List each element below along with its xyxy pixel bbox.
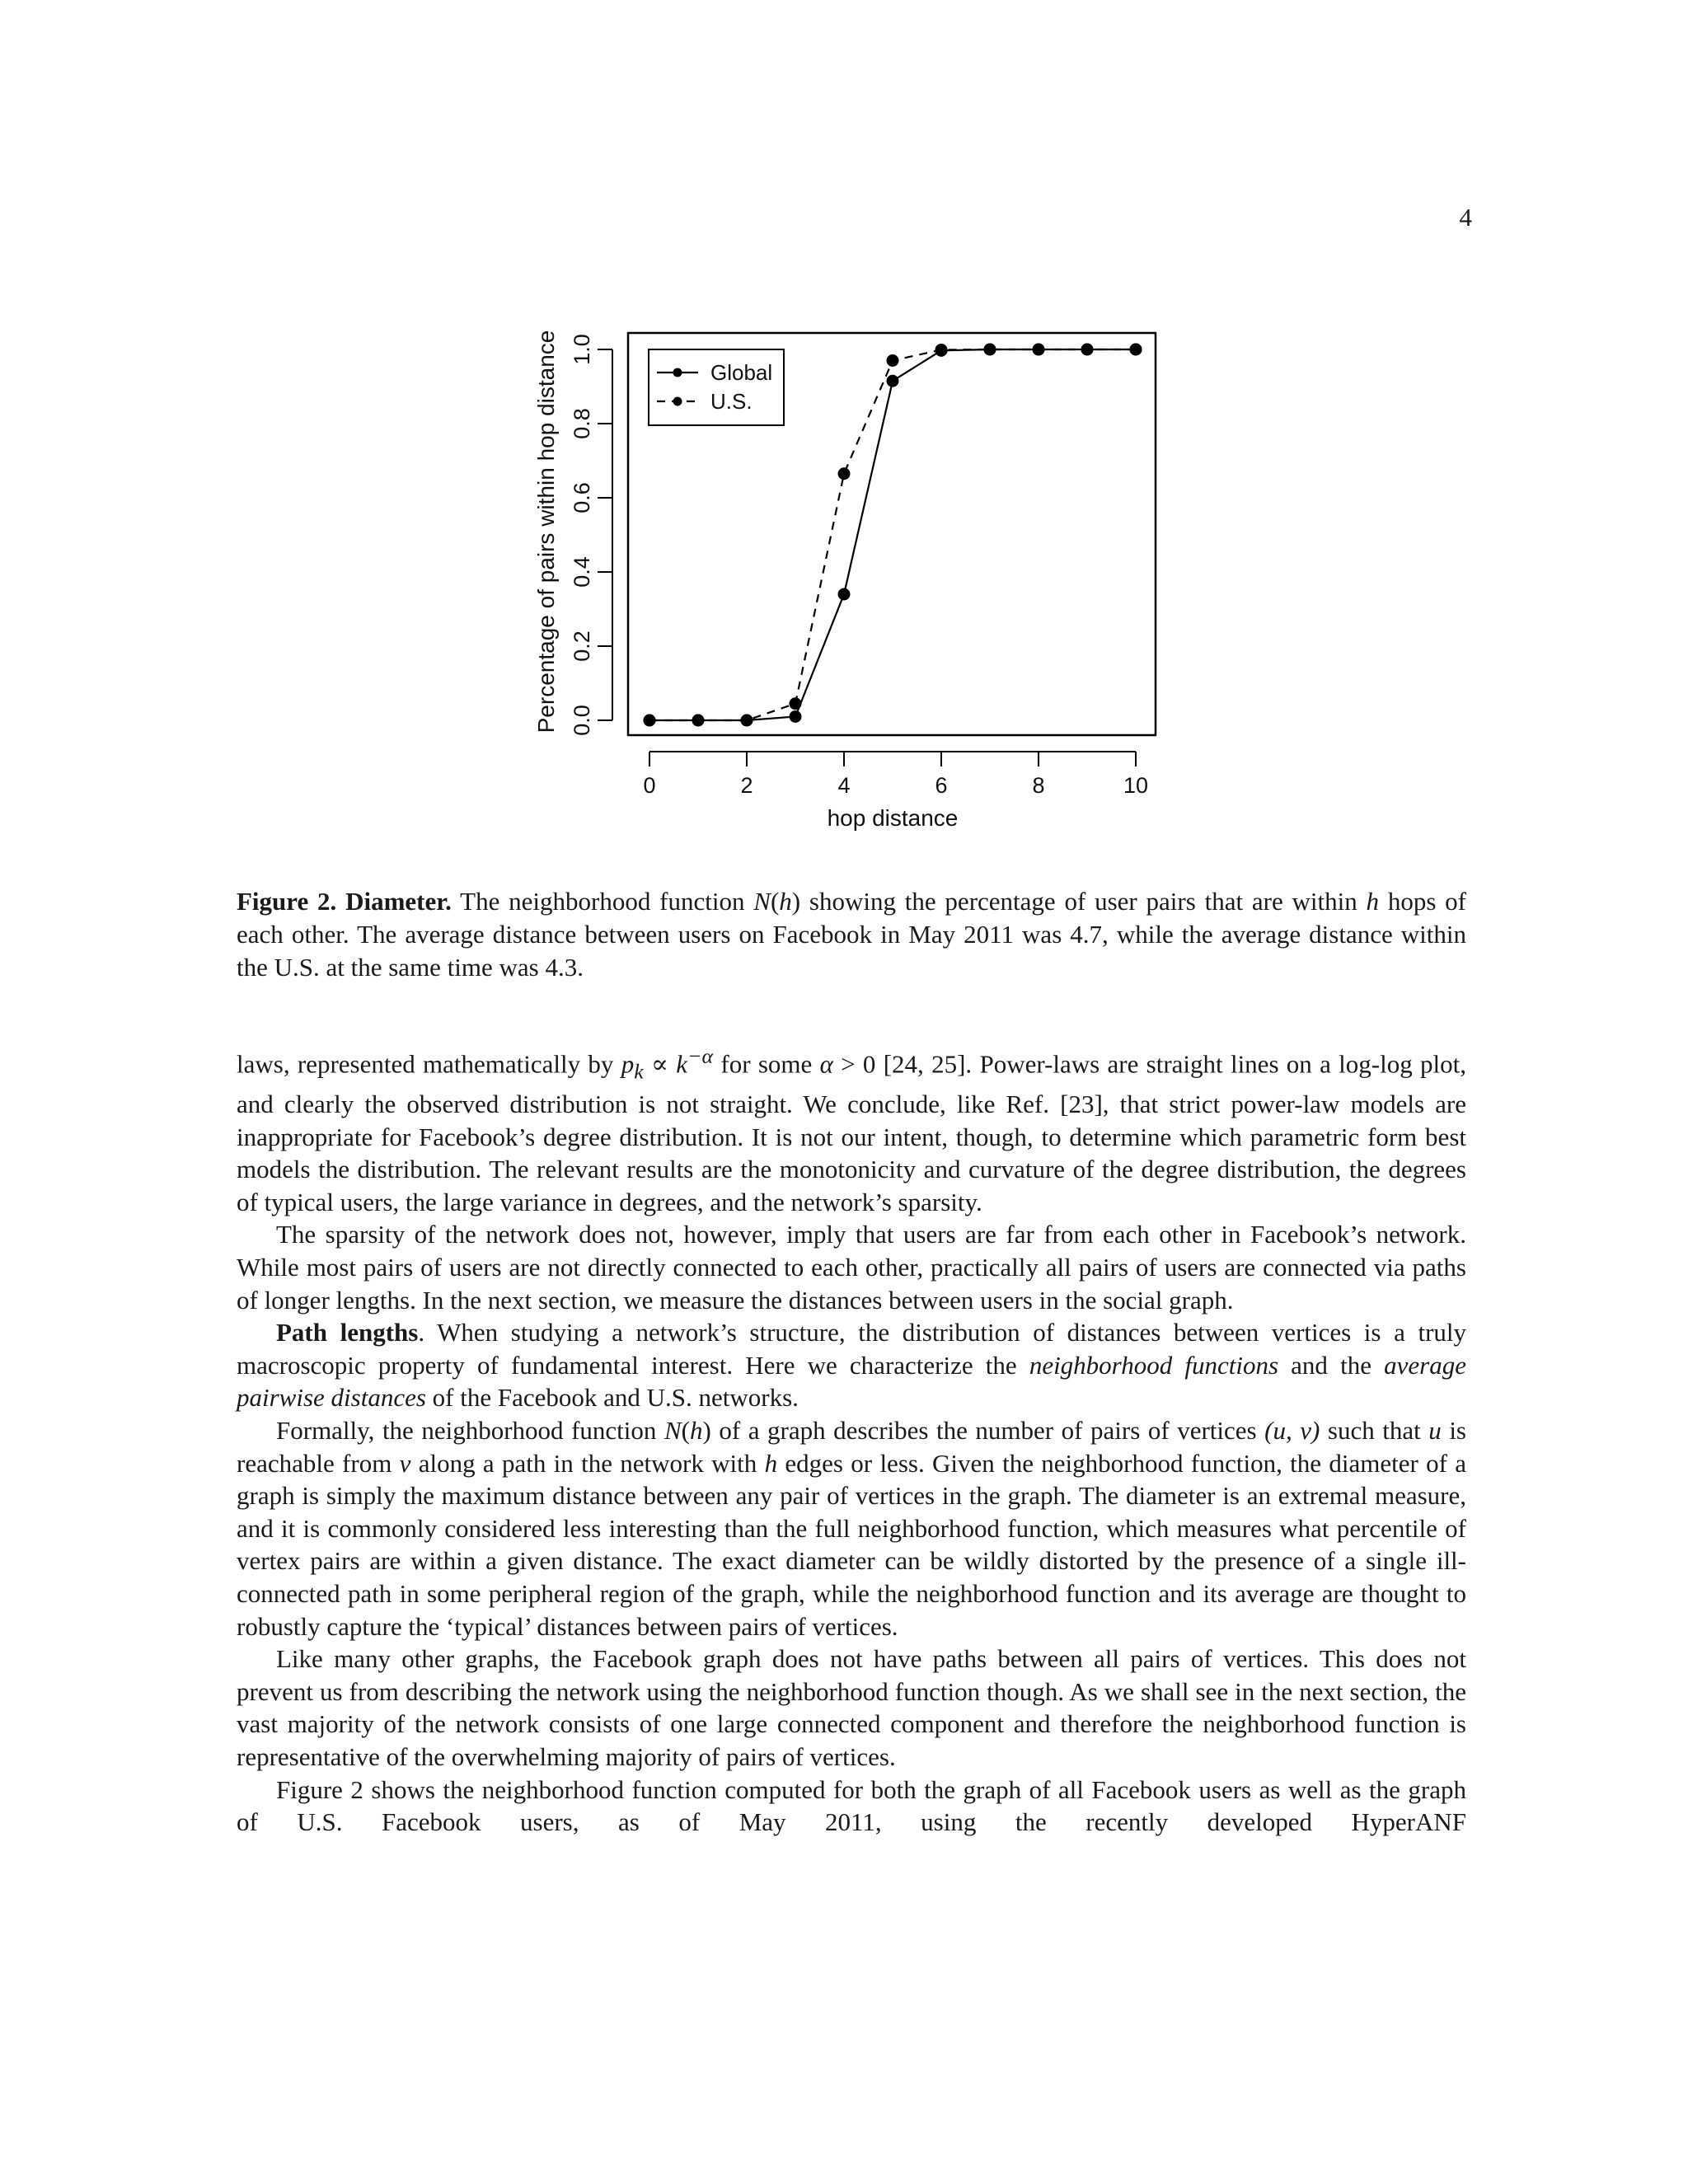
text-run: along a path in the network with	[410, 1448, 765, 1478]
math-alpha: α	[819, 1049, 833, 1079]
neighborhood-function-chart	[528, 313, 1187, 841]
paragraph-path-lengths	[237, 1316, 1466, 1414]
data-point-global	[887, 375, 899, 387]
y-tick-label: 0.8	[570, 408, 594, 439]
text-run: such that	[1320, 1416, 1429, 1446]
data-point-us	[887, 354, 899, 367]
paragraph-heading: Path lengths	[276, 1318, 419, 1347]
page-number: 4	[1459, 203, 1472, 232]
caption-text: showing the percentage of user pairs that are within	[800, 887, 1367, 916]
data-point-us	[1130, 344, 1142, 356]
paragraph-formal-definition: Formally, the neighborhood function N(h) of a graph describes the number of pairs of vertices (u, v) such that u is reachable from v along a path in the network with h edges or less. Given the neighborhood function, the diameter of a graph is simply the maximum distance between any pair of vertices in the graph. The diameter is an extremal measure, and it is commonly considered less interesting than the full neighborhood function, which measures what percentile of vertex pairs are within a given distance. The exact diameter can be wildly distorted by the presence of a single ill-connected path in some peripheral region of the graph, while the neighborhood function and its average are thought to robustly capture the ‘typical’ distances between pairs of vertices.	[237, 1416, 1467, 1641]
caption-arg: h	[779, 887, 792, 916]
x-tick-label: 6	[935, 773, 948, 798]
data-point-us	[838, 467, 851, 480]
figure-caption: Figure 2. Diameter. The neighborhood function N(h) showing the percentage of user pairs that are within h hops of each other. The average distance between users on Facebook in May 2011 was 4.7, while the average distance within the U.S. at the same time was 4.3.	[237, 887, 1467, 982]
caption-title: Diameter.	[345, 887, 452, 916]
text-run: and the	[1278, 1350, 1385, 1380]
data-point-us	[935, 344, 948, 356]
text-run: > 0 [24, 25]. Power-laws are straight lines on a log-log plot, and clearly the observed distribution is not straight. We conclude, like Ref. [23], that strict power-law models are inappropriate for Facebook’s degree distribution. It is not our intent, though, to determine which parametric form best models the distribution. The relevant results are the monotonicity and curvature of the degree distribution, the degrees of typical users, the large variance in degrees, and the network’s sparsity.	[237, 1049, 1466, 1216]
text-run: is reachable from	[237, 1416, 1467, 1478]
text-run: of a graph describes the number of pairs of vertices	[710, 1416, 1265, 1446]
legend-marker	[673, 397, 682, 406]
y-axis-label: Percentage of pairs within hop distance	[533, 330, 559, 733]
text-run: for some	[713, 1049, 820, 1079]
data-point-us	[1033, 344, 1045, 356]
y-tick-label: 0.4	[570, 556, 594, 588]
x-tick-label: 2	[740, 773, 753, 798]
legend-label: Global	[710, 360, 773, 385]
text-run: laws, represented mathematically by	[237, 1049, 621, 1079]
caption-func: N	[753, 887, 771, 916]
math-proportional: ∝	[643, 1049, 677, 1079]
paragraph-sparsity: The sparsity of the network does not, however, imply that users are far from each other in Facebook’s network. While most pairs of users are not directly connected to each other, practically all pairs of users are connected via paths of longer lengths. In the next section, we measure the distances between users in the social graph.	[237, 1220, 1466, 1315]
data-point-global	[838, 588, 851, 601]
body-text	[237, 1040, 1466, 1839]
paragraph-connectivity: Like many other graphs, the Facebook graph does not have paths between all pairs of vertices. This does not prevent us from describing the network using the neighborhood function though. As we shall see in the next section, the vast majority of the network consists of one large connected component and therefore the neighborhood function is representative of the overwhelming majority of pairs of vertices.	[237, 1644, 1466, 1771]
x-tick-label: 10	[1123, 773, 1149, 798]
y-tick-label: 1.0	[570, 334, 594, 365]
data-point-us	[692, 715, 705, 727]
math-h: h	[689, 1416, 703, 1446]
caption-text: The neighborhood function	[451, 887, 754, 916]
x-tick-label: 4	[837, 773, 851, 798]
x-axis-label: hop distance	[827, 805, 959, 831]
text-run: of the Facebook and U.S. networks.	[425, 1383, 799, 1413]
math-k: k	[676, 1049, 688, 1079]
math-h: h	[764, 1448, 778, 1478]
x-tick-label: 8	[1032, 773, 1045, 798]
math-p: p	[621, 1049, 635, 1079]
math-v: v	[399, 1448, 411, 1478]
data-point-us	[790, 697, 802, 710]
data-point-us	[741, 715, 753, 727]
caption-h: h	[1366, 887, 1380, 916]
data-point-global	[790, 710, 802, 723]
x-tick-label: 0	[643, 773, 656, 798]
y-tick-label: 0.2	[570, 630, 594, 662]
math-uv: (u, v)	[1264, 1416, 1320, 1446]
text-run: edges or less. Given the neighborhood function, the diameter of a graph is simply the maximum distance between any pair of vertices in the graph. The diameter is an extremal measure, and it is commonly considered less interesting than the full neighborhood function, which measures what percentile of vertex pairs are within a given distance. The exact diameter can be wildly distorted by the presence of a single ill-connected path in some peripheral region of the graph, while the neighborhood function and its average are thought to robustly capture the ‘typical’ distances between pairs of vertices.	[237, 1448, 1466, 1641]
legend-marker	[673, 368, 682, 377]
paragraph-figure-reference: Figure 2 shows the neighborhood function computed for both the graph of all Facebook users as well as the graph of U.S. Facebook users, as of May 2011, using the recently developed HyperANF	[237, 1774, 1466, 1837]
data-point-us	[644, 715, 656, 727]
math-sub-k: k	[634, 1059, 644, 1084]
text-run: . When studying a network’s structure, the distribution of distances between vertices is a truly macroscopic property of fundamental interest. Here we characterize the	[237, 1318, 1466, 1380]
math-exponent: −α	[687, 1044, 714, 1068]
data-point-us	[1081, 344, 1094, 356]
emphasis: average pairwise distances	[237, 1350, 1466, 1413]
y-tick-label: 0.0	[570, 705, 594, 736]
caption-text: hops of each other. The average distance between users on Facebook in May 2011 was 4.7, while the average distance within the U.S. at the same time was 4.3.	[237, 887, 1467, 982]
data-point-us	[984, 344, 996, 356]
math-u: u	[1428, 1416, 1442, 1446]
caption-label: Figure 2.	[237, 887, 337, 916]
figure-2	[528, 313, 1187, 841]
text-run: Formally, the neighborhood function	[276, 1416, 664, 1446]
paragraph-power-laws	[237, 1040, 1466, 1218]
legend-label: U.S.	[710, 389, 753, 414]
math-n: N	[663, 1416, 682, 1446]
y-tick-label: 0.6	[570, 482, 594, 513]
emphasis: neighborhood functions	[1029, 1350, 1279, 1380]
